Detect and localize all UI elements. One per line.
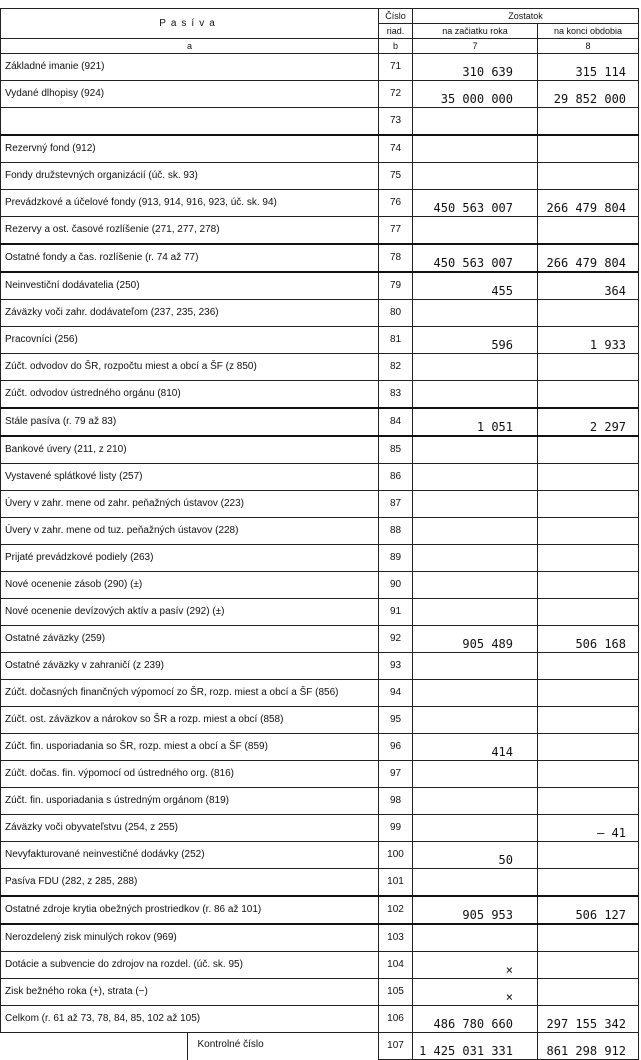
row-value-end xyxy=(538,707,639,734)
row-number: 102 xyxy=(379,896,413,924)
table-row xyxy=(1,300,639,327)
row-value-end xyxy=(538,924,639,952)
table-row xyxy=(1,952,639,979)
table-row xyxy=(1,464,639,491)
table-row xyxy=(1,327,639,354)
row-value-start: 905 953 xyxy=(413,896,538,924)
row-number: 105 xyxy=(379,979,413,1006)
row-label: Ostatné zdroje krytia obežných prostriedkov (r. 86 až 101) xyxy=(1,896,379,924)
row-label: Rezervy a ost. časové rozlíšenie (271, 277, 278) xyxy=(1,217,379,245)
row-value-start xyxy=(413,545,538,572)
row-label: Úvery v zahr. mene od zahr. peňažných ústavov (223) xyxy=(1,491,379,518)
row-label: Nové ocenenie devízových aktív a pasív (292) (±) xyxy=(1,599,379,626)
row-label: Záväzky voči zahr. dodávateľom (237, 235, 236) xyxy=(1,300,379,327)
row-label: Zúčt. dočasných finančných výpomocí zo ŠR, rozp. miest a obcí a ŠF (856) xyxy=(1,680,379,707)
row-number: 82 xyxy=(379,354,413,381)
kontrol-num: 107 xyxy=(379,1033,413,1060)
row-value-start xyxy=(413,707,538,734)
row-value-start xyxy=(413,108,538,136)
row-value-start xyxy=(413,869,538,897)
row-number: 80 xyxy=(379,300,413,327)
row-label: Dotácie a subvencie do zdrojov na rozdel. (úč. sk. 95) xyxy=(1,952,379,979)
table-row xyxy=(1,626,639,653)
row-label: Celkom (r. 61 až 73, 78, 84, 85, 102 až 105) xyxy=(1,1006,379,1033)
row-label xyxy=(1,108,379,136)
row-value-start xyxy=(413,354,538,381)
row-value-end xyxy=(538,680,639,707)
table-row xyxy=(1,54,639,81)
row-value-start: 450 563 007 xyxy=(413,244,538,272)
row-value-start: 50 xyxy=(413,842,538,869)
row-value-start: × xyxy=(413,952,538,979)
rows-body xyxy=(1,54,639,1033)
row-value-end: 297 155 342 xyxy=(538,1006,639,1033)
row-value-end xyxy=(538,842,639,869)
row-number: 89 xyxy=(379,545,413,572)
row-value-end xyxy=(538,135,639,163)
row-label: Nerozdelený zisk minulých rokov (969) xyxy=(1,924,379,952)
row-value-start: 450 563 007 xyxy=(413,190,538,217)
row-number: 81 xyxy=(379,327,413,354)
table-row xyxy=(1,599,639,626)
row-label: Úvery v zahr. mene od tuz. peňažných ústavov (228) xyxy=(1,518,379,545)
header-col-7: 7 xyxy=(413,39,538,54)
table-row xyxy=(1,924,639,952)
row-number: 71 xyxy=(379,54,413,81)
row-value-start xyxy=(413,491,538,518)
row-value-start: 596 xyxy=(413,327,538,354)
row-value-end xyxy=(538,464,639,491)
row-number: 99 xyxy=(379,815,413,842)
row-label: Nové ocenenie zásob (290) (±) xyxy=(1,572,379,599)
row-number: 103 xyxy=(379,924,413,952)
row-label: Ostatné záväzky v zahraničí (z 239) xyxy=(1,653,379,680)
kontrol-row xyxy=(1,1033,639,1060)
row-value-end: 266 479 804 xyxy=(538,190,639,217)
kontrol-label: Kontrolné číslo xyxy=(187,1033,379,1060)
row-number: 87 xyxy=(379,491,413,518)
row-value-start xyxy=(413,217,538,245)
row-value-start xyxy=(413,599,538,626)
row-value-start: 310 639 xyxy=(413,54,538,81)
row-number: 92 xyxy=(379,626,413,653)
row-number: 94 xyxy=(379,680,413,707)
row-number: 93 xyxy=(379,653,413,680)
row-number: 74 xyxy=(379,135,413,163)
row-label: Prevádzkové a účelové fondy (913, 914, 916, 923, úč. sk. 94) xyxy=(1,190,379,217)
table-row xyxy=(1,761,639,788)
row-number: 78 xyxy=(379,244,413,272)
row-number: 73 xyxy=(379,108,413,136)
row-value-start: 455 xyxy=(413,272,538,300)
row-value-start xyxy=(413,518,538,545)
row-value-start xyxy=(413,653,538,680)
row-value-end xyxy=(538,436,639,464)
row-value-end xyxy=(538,979,639,1006)
row-label: Rezervný fond (912) xyxy=(1,135,379,163)
row-value-start xyxy=(413,572,538,599)
row-label: Vystavené splátkové listy (257) xyxy=(1,464,379,491)
table-row xyxy=(1,190,639,217)
row-label: Základné imanie (921) xyxy=(1,54,379,81)
row-number: 90 xyxy=(379,572,413,599)
table-row xyxy=(1,680,639,707)
row-value-end xyxy=(538,599,639,626)
row-number: 95 xyxy=(379,707,413,734)
row-value-start xyxy=(413,381,538,409)
row-label: Ostatné fondy a čas. rozlíšenie (r. 74 až 77) xyxy=(1,244,379,272)
row-label: Zúčt. fin. usporiadania so ŠR, rozp. miest a obcí a ŠF (859) xyxy=(1,734,379,761)
row-value-end xyxy=(538,217,639,245)
row-value-end xyxy=(538,163,639,190)
row-number: 83 xyxy=(379,381,413,409)
row-label: Zisk bežného roka (+), strata (−) xyxy=(1,979,379,1006)
table-row xyxy=(1,869,639,897)
table-row xyxy=(1,518,639,545)
row-value-end xyxy=(538,381,639,409)
row-value-start: 35 000 000 xyxy=(413,81,538,108)
row-value-start: 905 489 xyxy=(413,626,538,653)
row-value-start xyxy=(413,436,538,464)
header-cislo-2: riad. xyxy=(379,24,413,39)
row-value-start xyxy=(413,300,538,327)
row-value-start xyxy=(413,135,538,163)
row-label: Zúčt. dočas. fin. výpomocí od ústredného org. (816) xyxy=(1,761,379,788)
row-value-end xyxy=(538,354,639,381)
kontrol-v8: 861 298 912 xyxy=(538,1033,639,1060)
row-value-end xyxy=(538,300,639,327)
header-pasiva: Pasíva xyxy=(1,9,379,39)
row-label: Záväzky voči obyvateľstvu (254, z 255) xyxy=(1,815,379,842)
row-value-start: 486 780 660 xyxy=(413,1006,538,1033)
row-label: Stále pasíva (r. 79 až 83) xyxy=(1,408,379,436)
row-number: 96 xyxy=(379,734,413,761)
row-value-end: 506 168 xyxy=(538,626,639,653)
row-number: 86 xyxy=(379,464,413,491)
row-value-start: 414 xyxy=(413,734,538,761)
kontrol-v7: 1 425 031 331 xyxy=(413,1033,538,1060)
row-value-end xyxy=(538,572,639,599)
row-label: Ostatné záväzky (259) xyxy=(1,626,379,653)
row-value-end: 266 479 804 xyxy=(538,244,639,272)
table-row xyxy=(1,842,639,869)
pasiva-table xyxy=(0,8,639,1060)
table-row xyxy=(1,135,639,163)
table-row xyxy=(1,896,639,924)
table-row xyxy=(1,979,639,1006)
row-value-end: 506 127 xyxy=(538,896,639,924)
row-number: 100 xyxy=(379,842,413,869)
table-row xyxy=(1,408,639,436)
row-label: Zúčt. ost. záväzkov a nárokov so ŠR a rozp. miest a obcí (858) xyxy=(1,707,379,734)
table-row xyxy=(1,272,639,300)
row-label: Bankové úvery (211, z 210) xyxy=(1,436,379,464)
row-label: Pasíva FDU (282, z 285, 288) xyxy=(1,869,379,897)
kontrol-cell xyxy=(1,1033,379,1060)
row-value-start: × xyxy=(413,979,538,1006)
row-number: 75 xyxy=(379,163,413,190)
row-label: Pracovníci (256) xyxy=(1,327,379,354)
table-row xyxy=(1,163,639,190)
row-value-end xyxy=(538,734,639,761)
table-row xyxy=(1,436,639,464)
row-value-end xyxy=(538,788,639,815)
row-value-end xyxy=(538,761,639,788)
header-zaciatok: na začiatku roka xyxy=(413,24,538,39)
table-row xyxy=(1,707,639,734)
row-number: 97 xyxy=(379,761,413,788)
header-col-a: a xyxy=(1,39,379,54)
row-value-end xyxy=(538,545,639,572)
row-label: Zúčt. odvodov ústredného orgánu (810) xyxy=(1,381,379,409)
row-number: 76 xyxy=(379,190,413,217)
row-number: 85 xyxy=(379,436,413,464)
row-value-end xyxy=(538,952,639,979)
table-row xyxy=(1,381,639,409)
table-row xyxy=(1,545,639,572)
table-row xyxy=(1,788,639,815)
row-number: 104 xyxy=(379,952,413,979)
row-value-end: 364 xyxy=(538,272,639,300)
table-row xyxy=(1,354,639,381)
header-koniec: na konci obdobia xyxy=(538,24,639,39)
row-value-end: — 41 xyxy=(538,815,639,842)
row-label: Prijaté prevádzkové podiely (263) xyxy=(1,545,379,572)
row-number: 106 xyxy=(379,1006,413,1033)
table-row xyxy=(1,815,639,842)
row-value-end xyxy=(538,869,639,897)
row-value-start: 1 051 xyxy=(413,408,538,436)
row-value-end xyxy=(538,108,639,136)
row-value-end: 2 297 xyxy=(538,408,639,436)
table-row xyxy=(1,491,639,518)
row-value-start xyxy=(413,680,538,707)
row-value-end xyxy=(538,491,639,518)
row-number: 77 xyxy=(379,217,413,245)
table-row xyxy=(1,1006,639,1033)
row-label: Neinvestiční dodávatelia (250) xyxy=(1,272,379,300)
row-value-end xyxy=(538,653,639,680)
table-row xyxy=(1,217,639,245)
row-value-start xyxy=(413,815,538,842)
row-label: Nevyfakturované neinvestičné dodávky (252) xyxy=(1,842,379,869)
row-value-start xyxy=(413,924,538,952)
row-number: 88 xyxy=(379,518,413,545)
row-value-start xyxy=(413,761,538,788)
table-row xyxy=(1,244,639,272)
header-col-b: b xyxy=(379,39,413,54)
row-label: Zúčt. fin. usporiadania s ústredným orgánom (819) xyxy=(1,788,379,815)
row-value-start xyxy=(413,464,538,491)
row-label: Fondy družstevných organizácií (úč. sk. 93) xyxy=(1,163,379,190)
row-value-end: 29 852 000 xyxy=(538,81,639,108)
table-row xyxy=(1,81,639,108)
table-row xyxy=(1,108,639,136)
header-col-8: 8 xyxy=(538,39,639,54)
row-value-start xyxy=(413,788,538,815)
row-value-end: 1 933 xyxy=(538,327,639,354)
row-label: Vydané dlhopisy (924) xyxy=(1,81,379,108)
row-number: 79 xyxy=(379,272,413,300)
row-label: Zúčt. odvodov do ŠR, rozpočtu miest a obcí a ŠF (z 850) xyxy=(1,354,379,381)
row-value-end: 315 114 xyxy=(538,54,639,81)
row-value-start xyxy=(413,163,538,190)
table-row xyxy=(1,653,639,680)
table-row xyxy=(1,734,639,761)
row-number: 98 xyxy=(379,788,413,815)
row-number: 72 xyxy=(379,81,413,108)
row-number: 84 xyxy=(379,408,413,436)
table-row xyxy=(1,572,639,599)
header-cislo-1: Číslo xyxy=(379,9,413,24)
row-value-end xyxy=(538,518,639,545)
row-number: 91 xyxy=(379,599,413,626)
row-number: 101 xyxy=(379,869,413,897)
header-zostatok: Zostatok xyxy=(413,9,639,24)
